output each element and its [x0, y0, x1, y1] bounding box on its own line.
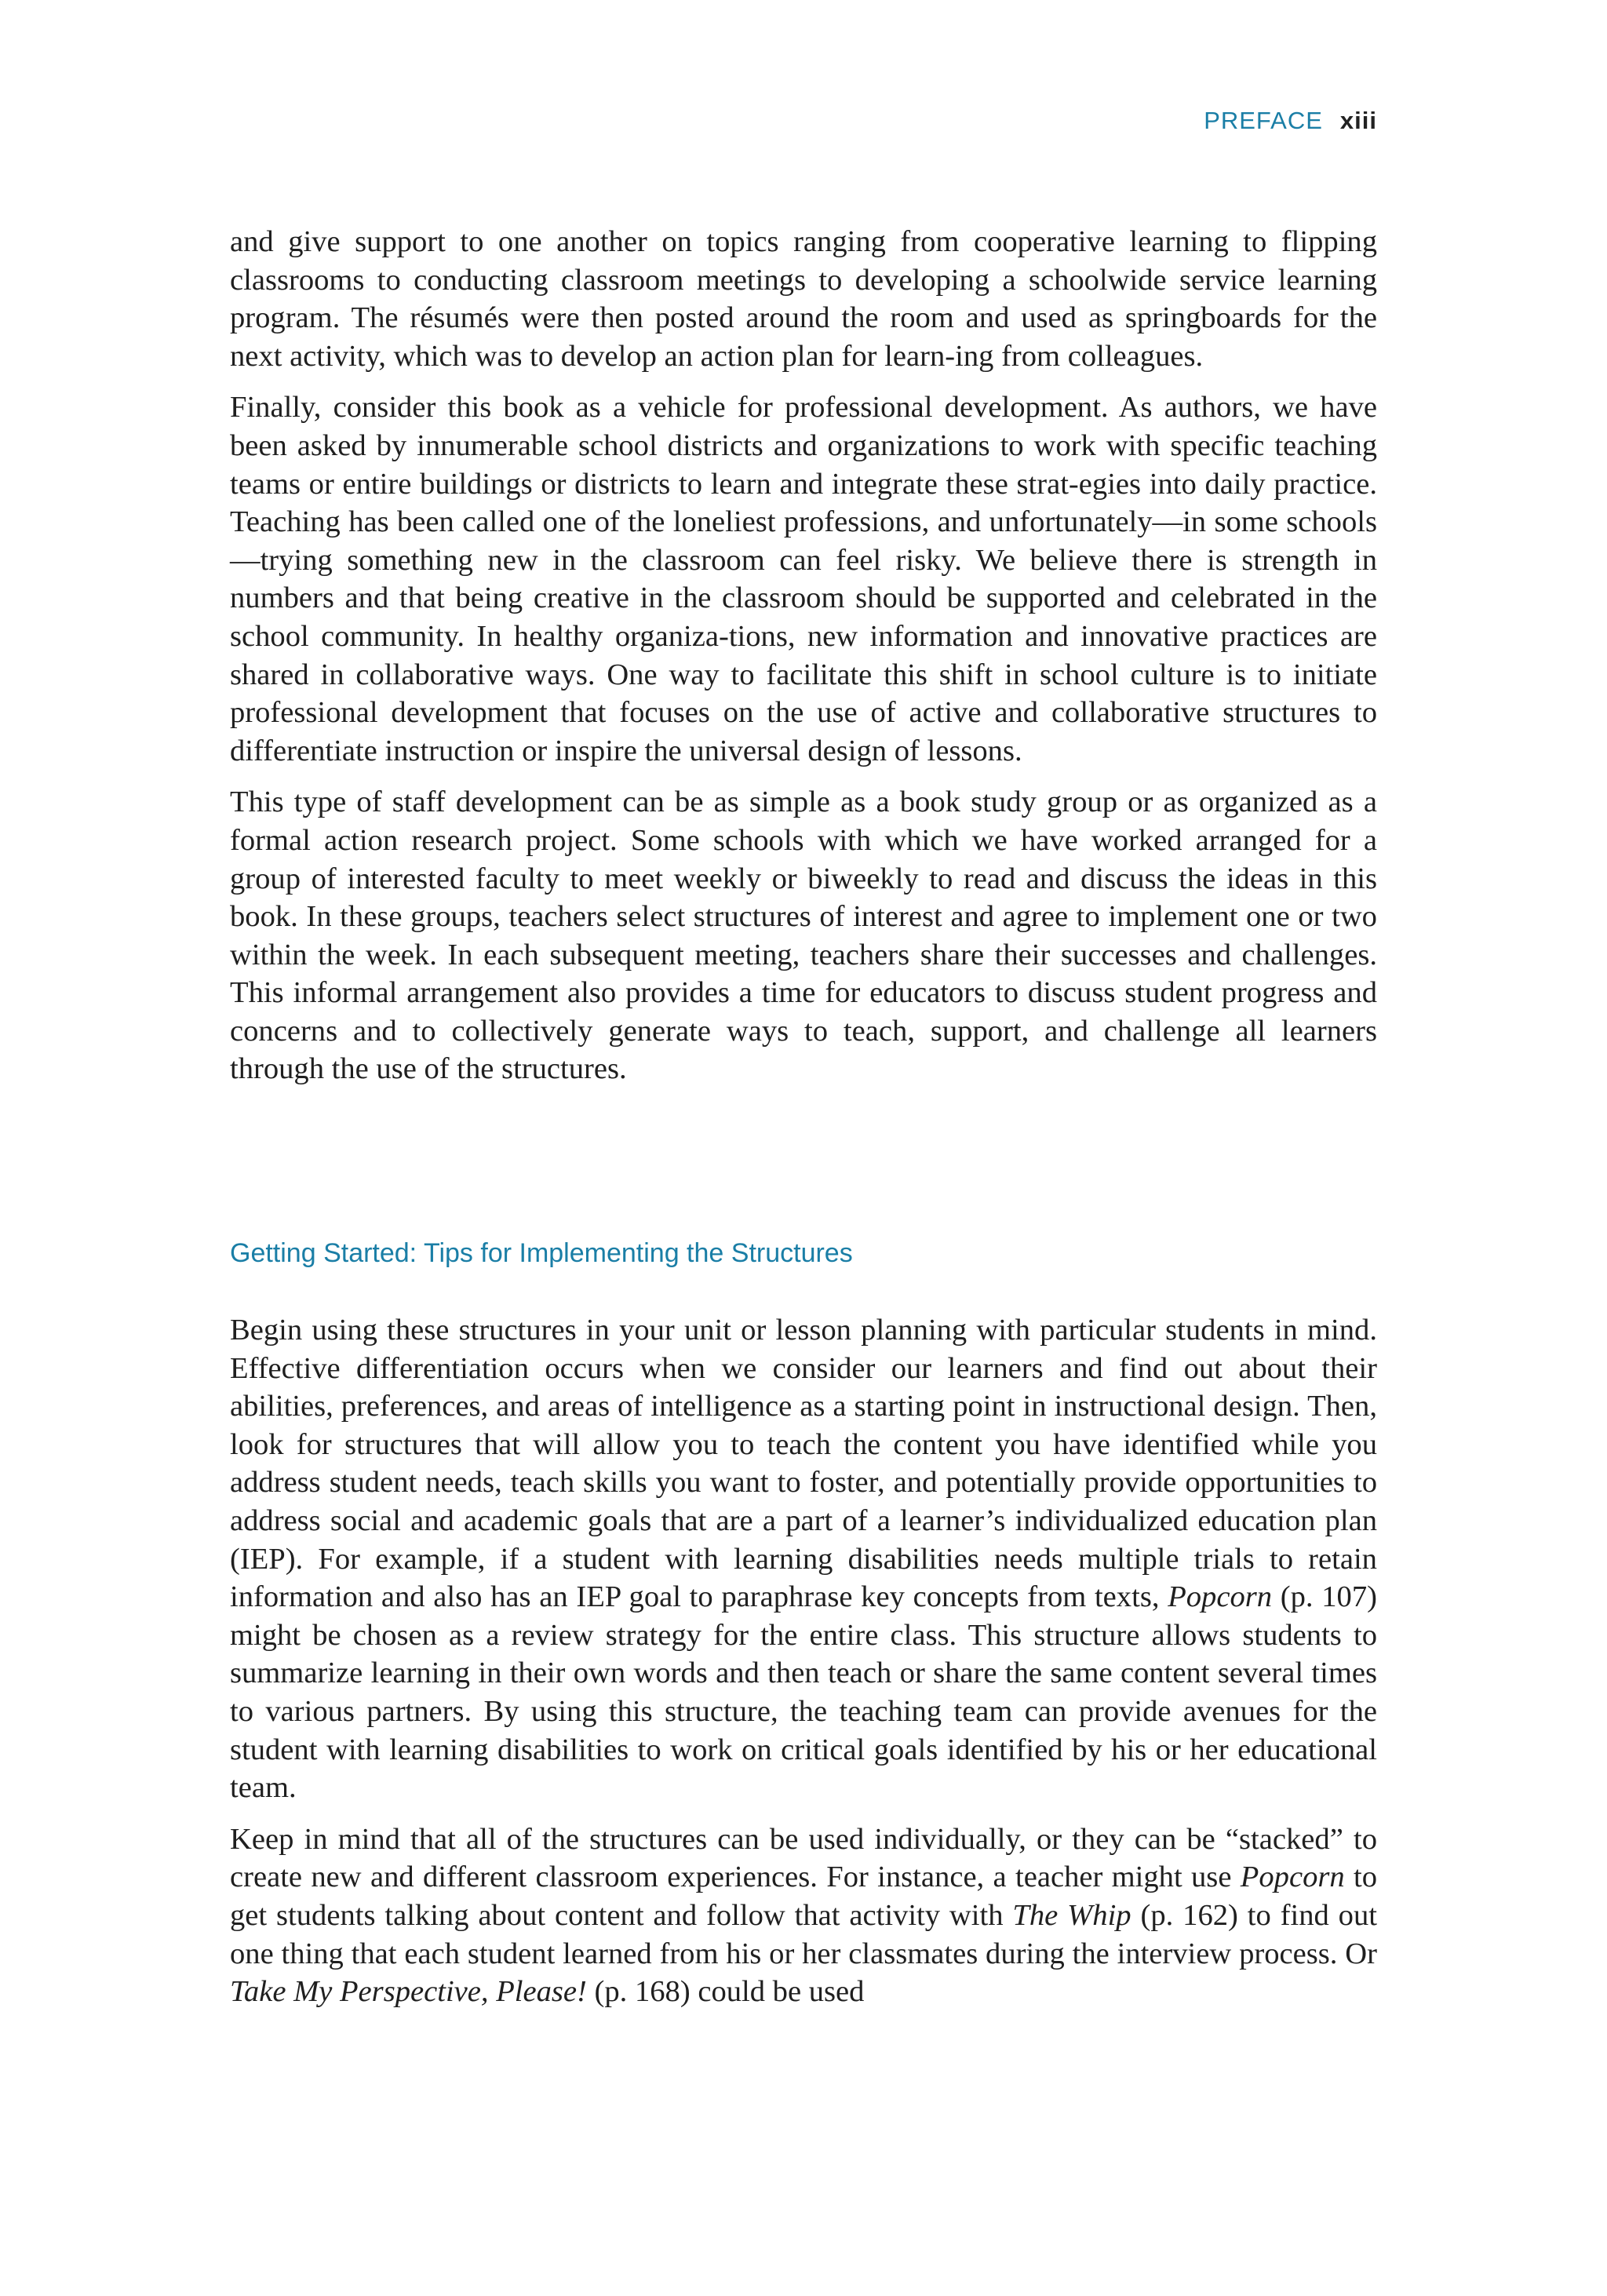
structure-title: Popcorn [1240, 1860, 1345, 1894]
paragraph-keep-in-mind: Keep in mind that all of the structures can be used individually, or they can be “stacked” to create new and different classroom experiences. For instance, a teacher might use Popcorn to get students talking about content and follow that activity with The Whip (p. 162) to find out one thing that each student learned from his or her classmates during the interview process. Or Take My Perspective, Please! (p. 168) could be used [230, 1822, 1377, 2009]
structure-title: Take My Perspective, Please! [230, 1975, 587, 2009]
structure-title: The Whip [1012, 1898, 1131, 1932]
paragraph-staff-development: This type of staff development can be as simple as a book study group or as organized as a formal action research project. Some schools with which we have worked arranged for a group of interested faculty to meet weekly or biweekly to read and discuss the ideas in this book. In these groups, teachers select structures of interest and agree to implement one or two within the week. In each subsequent meeting, teachers share their successes and challenges. This informal arrangement also provides a time for educators to discuss student progress and concerns and to collectively generate ways to teach, support, and challenge all learners through the use of the structures. [230, 785, 1377, 1086]
section-heading: Getting Started: Tips for Implementing the Structures [230, 1238, 853, 1268]
running-head-section: PREFACE [1204, 107, 1323, 134]
body-text-top [230, 223, 1377, 1102]
paragraph-continued: and give support to one another on topics ranging from cooperative learning to flipping classrooms to conducting classroom meetings to developing a schoolwide service learning program. The résumés were then posted around the room and used as springboards for the next activity, which was to develop an action plan for learn-ing from colleagues. [230, 225, 1377, 373]
structure-title: Popcorn [1168, 1580, 1273, 1614]
paragraph-professional-development: Finally, consider this book as a vehicle for professional development. As authors, we have been asked by innumerable school districts and organizations to work with specific teaching teams or entire buildings or districts to learn and integrate these strat-egies into daily practice. Teaching has been called one of the loneliest professions, and unfortunately—in some schools—trying something new in the classroom can feel risky. We believe there is strength in numbers and that being creative in the classroom should be supported and celebrated in the school community. In healthy organiza-tions, new information and innovative practices are shared in collaborative ways. One way to facilitate this shift in school culture is to initiate professional development that focuses on the use of active and collaborative structures to differentiate instruction or inspire the universal design of lessons. [230, 391, 1378, 767]
paragraph-begin-using: Begin using these structures in your unit or lesson planning with particular students in mind. Effective differentiation occurs when we consider our learners and find out about their abilities, preferences, and areas of intelligence as a starting point in instructional design. Then, look for structures that will allow you to teach the content you have identified while you address student needs, teach skills you want to foster, and potentially provide opportunities to address social and academic goals that are a part of a learner’s individualized education plan (IEP). For example, if a student with learning disabilities needs multiple trials to retain information and also has an IEP goal to paraphrase key concepts from texts, Popcorn (p. 107) might be chosen as a review strategy for the entire class. This structure allows students to summarize learning in their own words and then teach or share the same content several times to various partners. By using this structure, the teaching team can provide avenues for the student with learning disabilities to work on critical goals identified by his or her educational team. [230, 1314, 1377, 1805]
body-text-bottom [230, 1311, 1377, 2024]
page-number: xiii [1339, 107, 1377, 134]
running-head [1204, 107, 1377, 135]
